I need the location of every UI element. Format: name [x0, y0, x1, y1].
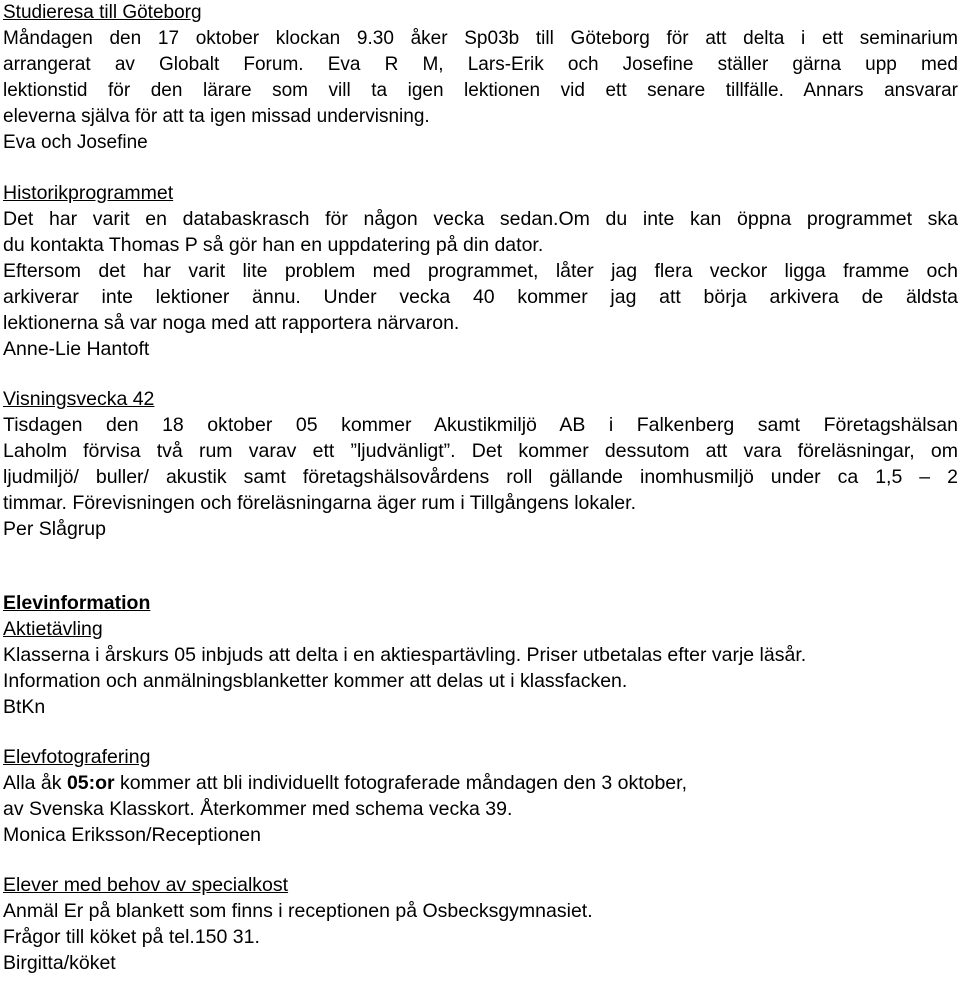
paragraph-line: arrangerat av Globalt Forum. Eva R M, Lars-Erik och Josefine ställer gärna upp med [3, 54, 958, 75]
paragraph-line: du kontakta Thomas P så gör han en uppdatering på din dator. [3, 234, 544, 256]
subsection-specialkost [3, 872, 958, 976]
subsection-aktietavling [3, 616, 958, 720]
paragraph-line: ljudmiljö/ buller/ akustik samt företagshälsovårdens roll gällande inomhusmiljö under ca 1,5 – 2 [3, 466, 958, 488]
section-visningsvecka [3, 386, 958, 542]
paragraph-line: lektionstid för den lärare som vill ta igen lektionen vid ett senare tillfälle. Annars ansvarar [3, 80, 958, 101]
bold-text: 05:or [66, 772, 115, 794]
signature: Eva och Josefine [3, 132, 148, 153]
section-heading: Aktietävling [3, 618, 103, 640]
section-studieresa [3, 0, 958, 156]
paragraph-line: timmar. Förevisningen och föreläsningarna äger rum i Tillgångens lokaler. [3, 492, 636, 514]
document [3, 0, 958, 976]
subsection-elevfotografering [3, 744, 958, 848]
paragraph-line: arkiverar inte lektioner ännu. Under vecka 40 kommer jag att börja arkivera de äldsta [3, 286, 958, 308]
section-heading: Studieresa till Göteborg [3, 2, 202, 23]
main-heading: Elevinformation [3, 592, 151, 614]
paragraph-line: Laholm förvisa två rum varav ett ”ljudvänligt”. Det kommer dessutom att vara föreläsningar, om [3, 440, 958, 462]
paragraph-line: lektionerna så var noga med att rapportera närvaron. [3, 312, 460, 334]
text-fragment: kommer att bli individuellt fotograferade måndagen den 3 oktober, [114, 772, 687, 794]
paragraph-line [3, 770, 958, 796]
paragraph-line: Eftersom det har varit lite problem med programmet, låter jag flera veckor ligga framme och [3, 260, 958, 282]
paragraph-line: Klasserna i årskurs 05 inbjuds att delta i en aktiespartävling. Priser utbetalas efter varje läsår. [3, 644, 807, 666]
paragraph-line: Frågor till köket på tel.150 31. [3, 926, 260, 948]
paragraph-line: Anmäl Er på blankett som finns i receptionen på Osbecksgymnasiet. [3, 900, 593, 922]
signature: Birgitta/köket [3, 952, 116, 974]
signature: Per Slågrup [3, 518, 106, 540]
paragraph-line: Det har varit en databaskrasch för någon vecka sedan.Om du inte kan öppna programmet ska [3, 208, 958, 230]
paragraph-line: av Svenska Klasskort. Återkommer med schema vecka 39. [3, 798, 513, 820]
paragraph-line: Tisdagen den 18 oktober 05 kommer Akustikmiljö AB i Falkenberg samt Företagshälsan [3, 414, 958, 436]
paragraph-line: eleverna själva för att ta igen missad undervisning. [3, 106, 430, 127]
signature: Anne-Lie Hantoft [3, 338, 150, 360]
section-heading: Elevfotografering [3, 746, 151, 768]
section-heading: Visningsvecka 42 [3, 388, 155, 410]
paragraph-line: Måndagen den 17 oktober klockan 9.30 åker Sp03b till Göteborg för att delta i ett seminarium [3, 28, 958, 49]
signature: Monica Eriksson/Receptionen [3, 824, 261, 846]
section-elevinformation [3, 590, 958, 976]
signature: BtKn [3, 696, 46, 718]
section-heading: Historikprogrammet [3, 182, 174, 204]
text-fragment: Alla åk [3, 772, 67, 794]
section-heading: Elever med behov av specialkost [3, 874, 289, 896]
paragraph-line: Information och anmälningsblanketter kommer att delas ut i klassfacken. [3, 670, 628, 692]
section-historik [3, 180, 958, 362]
